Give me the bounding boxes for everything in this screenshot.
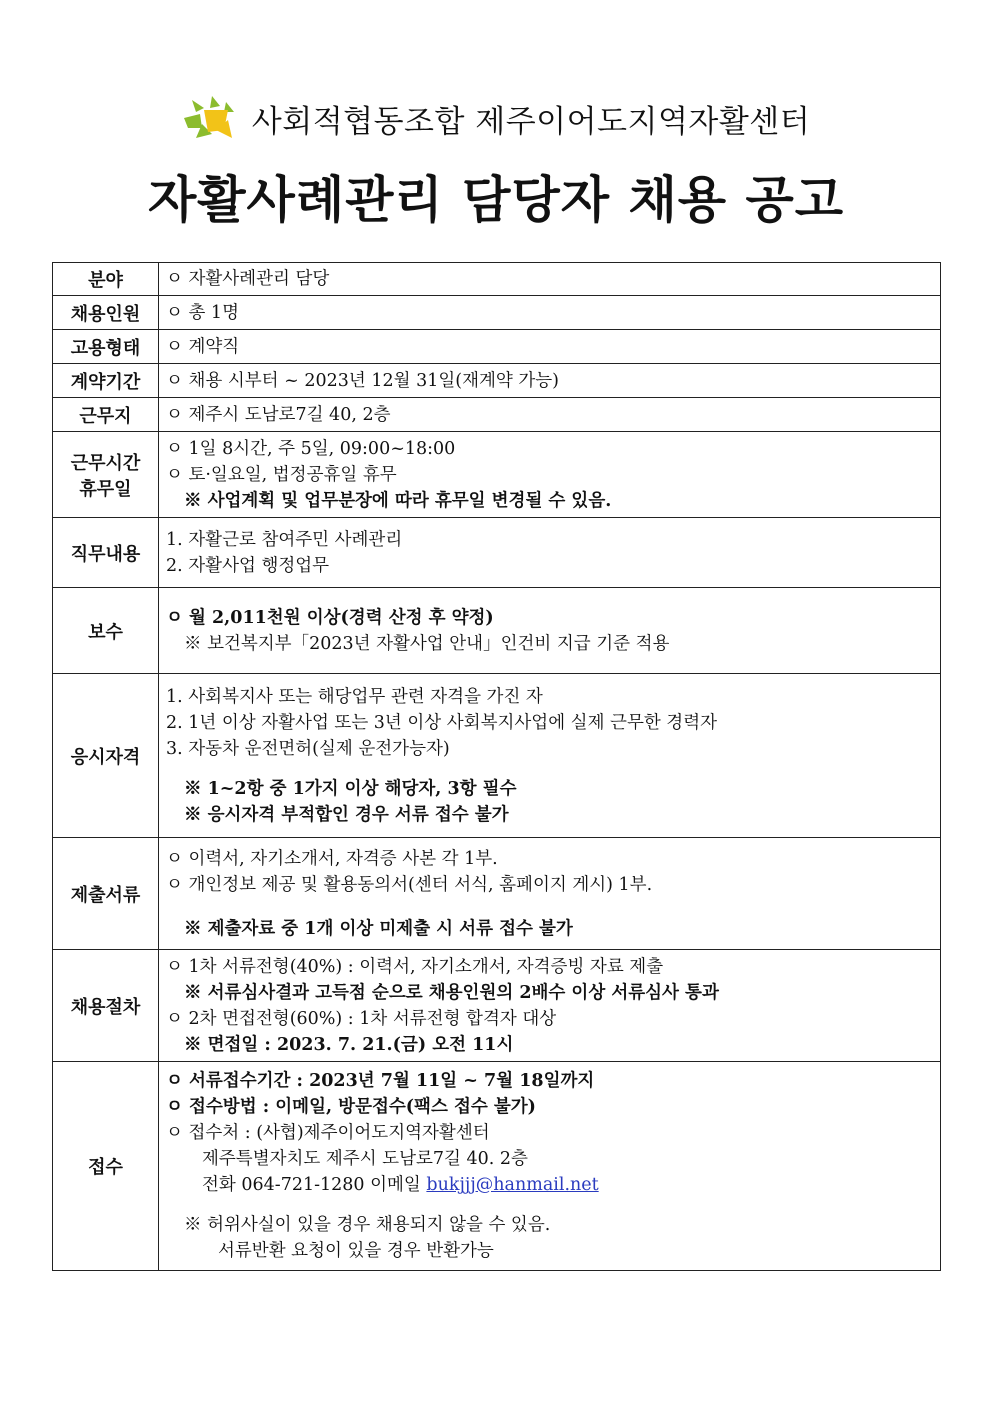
- row-pay: [53, 588, 941, 674]
- recruitment-info-table: [52, 262, 941, 1271]
- label-field: 분야: [53, 263, 159, 296]
- row-headcount: [53, 296, 941, 330]
- content-location: ㅇ 제주시 도남로7길 40, 2층: [159, 398, 941, 432]
- row-hours: [53, 432, 941, 518]
- content-process: ㅇ 1차 서류전형(40%) : 이력서, 자기소개서, 자격증빙 자료 제출 ※ 서류심사결과 고득점 순으로 채용인원의 2배수 이상 서류심사 통과 ㅇ 2차 면접전형(60%) : 1차 서류전형 합격자 대상 ※ 면접일 : 2023. 7. 21.(금) 오전 11시: [159, 950, 941, 1062]
- row-contract-period: [53, 364, 941, 398]
- content-pay: ㅇ 월 2,011천원 이상(경력 산정 후 약정) ※ 보건복지부「2023년 자활사업 안내」인건비 지급 기준 적용: [159, 588, 941, 674]
- org-line: [0, 90, 992, 146]
- content-hours: ㅇ 1일 8시간, 주 5일, 09:00~18:00 ㅇ 토·일요일, 법정공휴일 휴무 ※ 사업계획 및 업무분장에 따라 휴무일 변경될 수 있음.: [159, 432, 941, 518]
- label-employment-type: 고용형태: [53, 330, 159, 364]
- row-submission: [53, 1062, 941, 1271]
- header: [0, 90, 992, 232]
- label-submission: 접수: [53, 1062, 159, 1271]
- email-link[interactable]: bukjjj@hanmail.net: [426, 1175, 599, 1195]
- row-employment-type: [53, 330, 941, 364]
- row-duties: [53, 518, 941, 588]
- label-contract-period: 계약기간: [53, 364, 159, 398]
- content-duties: 1. 자활근로 참여주민 사례관리 2. 자활사업 행정업무: [159, 518, 941, 588]
- label-hours: 근무시간 휴무일: [53, 432, 159, 518]
- contact-line: 전화 064-721-1280 이메일 bukjjj@hanmail.net: [202, 1175, 599, 1195]
- row-location: [53, 398, 941, 432]
- label-process: 채용절차: [53, 950, 159, 1062]
- content-headcount: ㅇ 총 1명: [159, 296, 941, 330]
- page-title: 자활사례관리 담당자 채용 공고: [147, 171, 845, 229]
- content-field: ㅇ 자활사례관리 담당: [159, 263, 941, 296]
- row-qualification: [53, 674, 941, 838]
- organization-logo-icon: [182, 94, 238, 142]
- content-submission: ㅇ 서류접수기간 : 2023년 7월 11일 ~ 7월 18일까지 ㅇ 접수방법 : 이메일, 방문접수(팩스 접수 불가) ㅇ 접수처 : (사협)제주이어도지역자활센터 제주특별자치도 제주시 도남로7길 40. 2층 전화 064-721-1280 이메일 bukjjj@hanmail.net ※ 허위사실이 있을 경우 채용되지 않을 수 있음. 서류반환 요청이 있을 경우 반환가능: [159, 1062, 941, 1271]
- label-duties: 직무내용: [53, 518, 159, 588]
- content-contract-period: ㅇ 채용 시부터 ~ 2023년 12월 31일(재계약 가능): [159, 364, 941, 398]
- label-qualification: 응시자격: [53, 674, 159, 838]
- row-field: [53, 263, 941, 296]
- organization-name: 사회적협동조합 제주이어도지역자활센터: [251, 103, 811, 140]
- row-process: [53, 950, 941, 1062]
- content-qualification: 1. 사회복지사 또는 해당업무 관련 자격을 가진 자 2. 1년 이상 자활사업 또는 3년 이상 사회복지사업에 실제 근무한 경력자 3. 자동차 운전면허(실제 운전가능자) ※ 1~2항 중 1가지 이상 해당자, 3항 필수 ※ 응시자격 부적합인 경우 서류 접수 불가: [159, 674, 941, 838]
- label-headcount: 채용인원: [53, 296, 159, 330]
- content-employment-type: ㅇ 계약직: [159, 330, 941, 364]
- label-location: 근무지: [53, 398, 159, 432]
- row-documents: [53, 838, 941, 950]
- content-documents: ㅇ 이력서, 자기소개서, 자격증 사본 각 1부. ㅇ 개인정보 제공 및 활용동의서(센터 서식, 홈페이지 게시) 1부. ※ 제출자료 중 1개 이상 미제출 시 서류 접수 불가: [159, 838, 941, 950]
- label-pay: 보수: [53, 588, 159, 674]
- label-documents: 제출서류: [53, 838, 159, 950]
